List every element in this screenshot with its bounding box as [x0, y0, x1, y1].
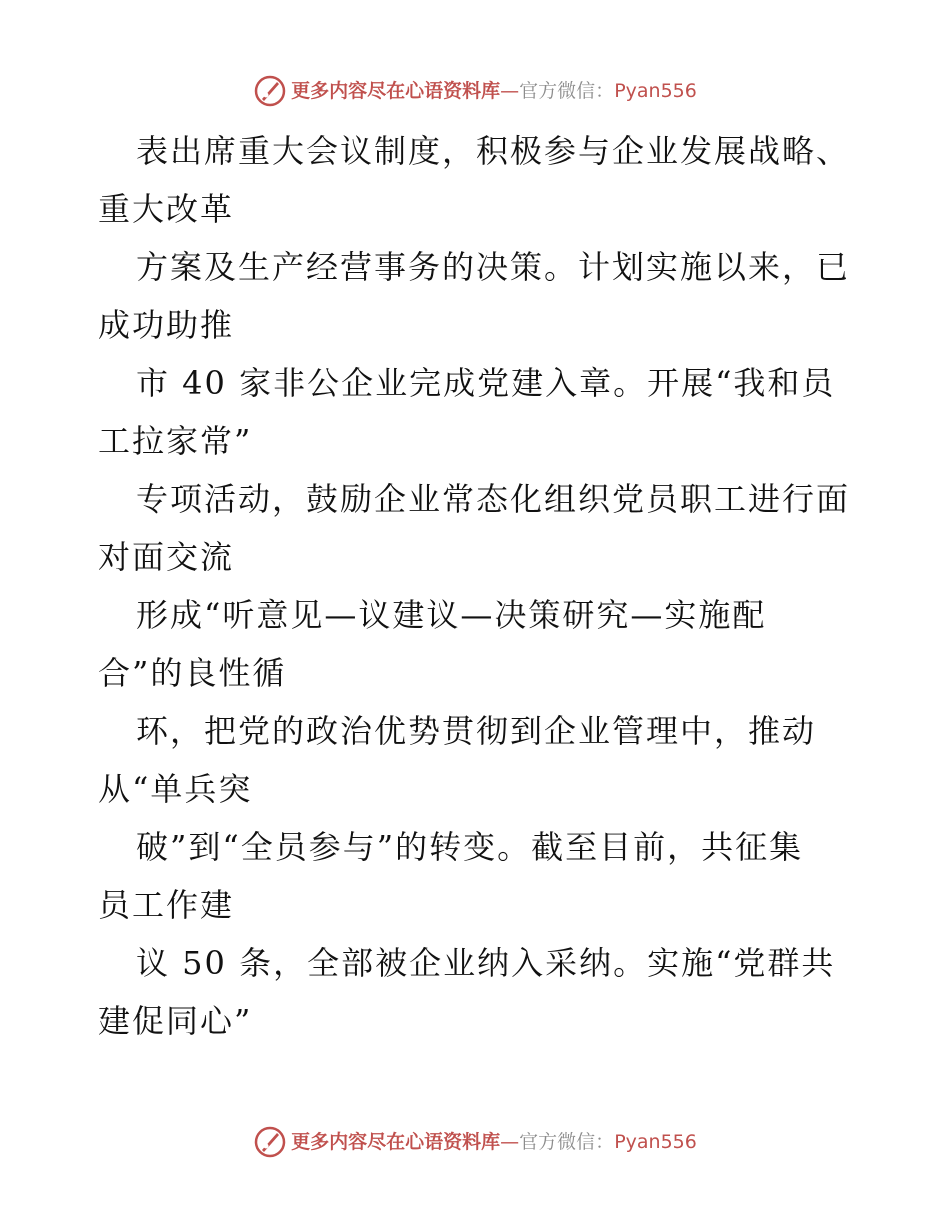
text-line: 形成“听意见—议建议—决策研究—实施配 [136, 596, 767, 634]
text-line: 成功助推 [98, 306, 235, 344]
quill-logo-icon [253, 74, 287, 108]
text-line: 合”的良性循 [98, 654, 287, 692]
watermark-id: Pyan556 [614, 1131, 697, 1153]
text-line: 重大改革 [98, 190, 235, 228]
watermark-id: Pyan556 [614, 80, 697, 102]
watermark-brand: 更多内容尽在心语资料库 [291, 1131, 501, 1153]
text-line: 员工作建 [98, 886, 235, 924]
text-line: 工拉家常” [98, 422, 253, 460]
footer-watermark [0, 1125, 950, 1159]
text-line: 破”到“全员参与”的转变。截至目前，共征集 [136, 828, 804, 866]
text-line: 建促同心” [98, 1002, 253, 1040]
watermark-dash: — [500, 1131, 520, 1153]
text-line: 市 40 家非公企业完成党建入章。开展“我和员 [136, 364, 836, 402]
text-line: 对面交流 [98, 538, 235, 576]
text-line: 环，把党的政治优势贯彻到企业管理中，推动 [136, 712, 817, 750]
watermark-dash: — [500, 80, 520, 102]
text-line: 表出席重大会议制度，积极参与企业发展战略、 [136, 132, 851, 170]
watermark-brand: 更多内容尽在心语资料库 [291, 80, 501, 102]
watermark-label: 官方微信： [519, 1131, 615, 1153]
document-body [98, 122, 858, 1050]
text-line: 从“单兵突 [98, 770, 253, 808]
quill-logo-icon [253, 1125, 287, 1159]
text-line: 方案及生产经营事务的决策。计划实施以来，已 [136, 248, 851, 286]
watermark-label: 官方微信： [519, 80, 615, 102]
text-line: 议 50 条，全部被企业纳入采纳。实施“党群共 [136, 944, 836, 982]
text-line: 专项活动，鼓励企业常态化组织党员职工进行面 [136, 480, 851, 518]
header-watermark [0, 74, 950, 108]
